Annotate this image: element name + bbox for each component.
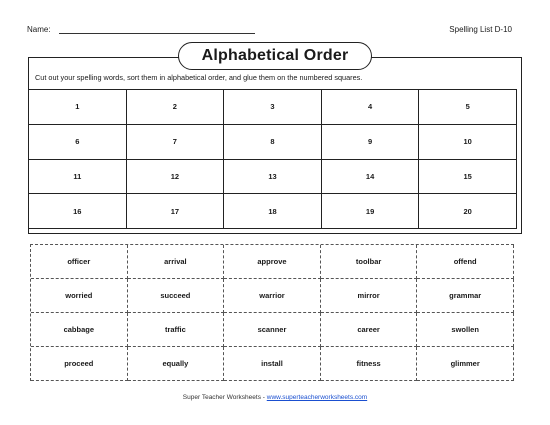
word-card[interactable]: officer [31,245,128,279]
numbered-square: 13 [224,160,322,195]
word-card[interactable]: proceed [31,347,128,381]
word-card[interactable]: approve [224,245,321,279]
numbered-square: 15 [419,160,517,195]
numbered-square: 20 [419,194,517,229]
instructions: Cut out your spelling words, sort them in alphabetical order, and glue them on the numbered squares. [35,73,363,82]
word-card[interactable]: worried [31,279,128,313]
numbered-square: 1 [29,90,127,125]
word-card[interactable]: arrival [128,245,225,279]
word-card[interactable]: cabbage [31,313,128,347]
numbered-square: 19 [322,194,420,229]
numbered-squares-grid [28,89,517,229]
word-card[interactable]: fitness [321,347,418,381]
footer-link[interactable]: www.superteacherworksheets.com [266,394,368,401]
numbered-square: 16 [29,194,127,229]
numbered-square: 12 [127,160,225,195]
word-card[interactable]: swollen [417,313,514,347]
footer-text: Super Teacher Worksheets - [182,394,267,401]
word-card[interactable]: traffic [128,313,225,347]
numbered-square: 10 [419,125,517,160]
numbered-square: 14 [322,160,420,195]
word-card[interactable]: grammar [417,279,514,313]
numbered-square: 11 [29,160,127,195]
name-line[interactable] [59,33,255,34]
spelling-list-id: Spelling List D-10 [449,25,512,34]
word-card[interactable]: toolbar [321,245,418,279]
numbered-square: 4 [322,90,420,125]
numbered-square: 17 [127,194,225,229]
word-card[interactable]: offend [417,245,514,279]
numbered-square: 7 [127,125,225,160]
word-card[interactable]: scanner [224,313,321,347]
word-card[interactable]: equally [128,347,225,381]
word-card[interactable]: glimmer [417,347,514,381]
word-card[interactable]: career [321,313,418,347]
numbered-square: 6 [29,125,127,160]
numbered-square: 3 [224,90,322,125]
page-title: Alphabetical Order [178,42,372,70]
numbered-square: 9 [322,125,420,160]
footer [0,394,550,401]
numbered-square: 5 [419,90,517,125]
cut-out-words-grid [30,244,514,381]
word-card[interactable]: warrior [224,279,321,313]
numbered-square: 2 [127,90,225,125]
word-card[interactable]: install [224,347,321,381]
numbered-square: 8 [224,125,322,160]
word-card[interactable]: mirror [321,279,418,313]
numbered-square: 18 [224,194,322,229]
name-label: Name: [27,25,51,34]
word-card[interactable]: succeed [128,279,225,313]
